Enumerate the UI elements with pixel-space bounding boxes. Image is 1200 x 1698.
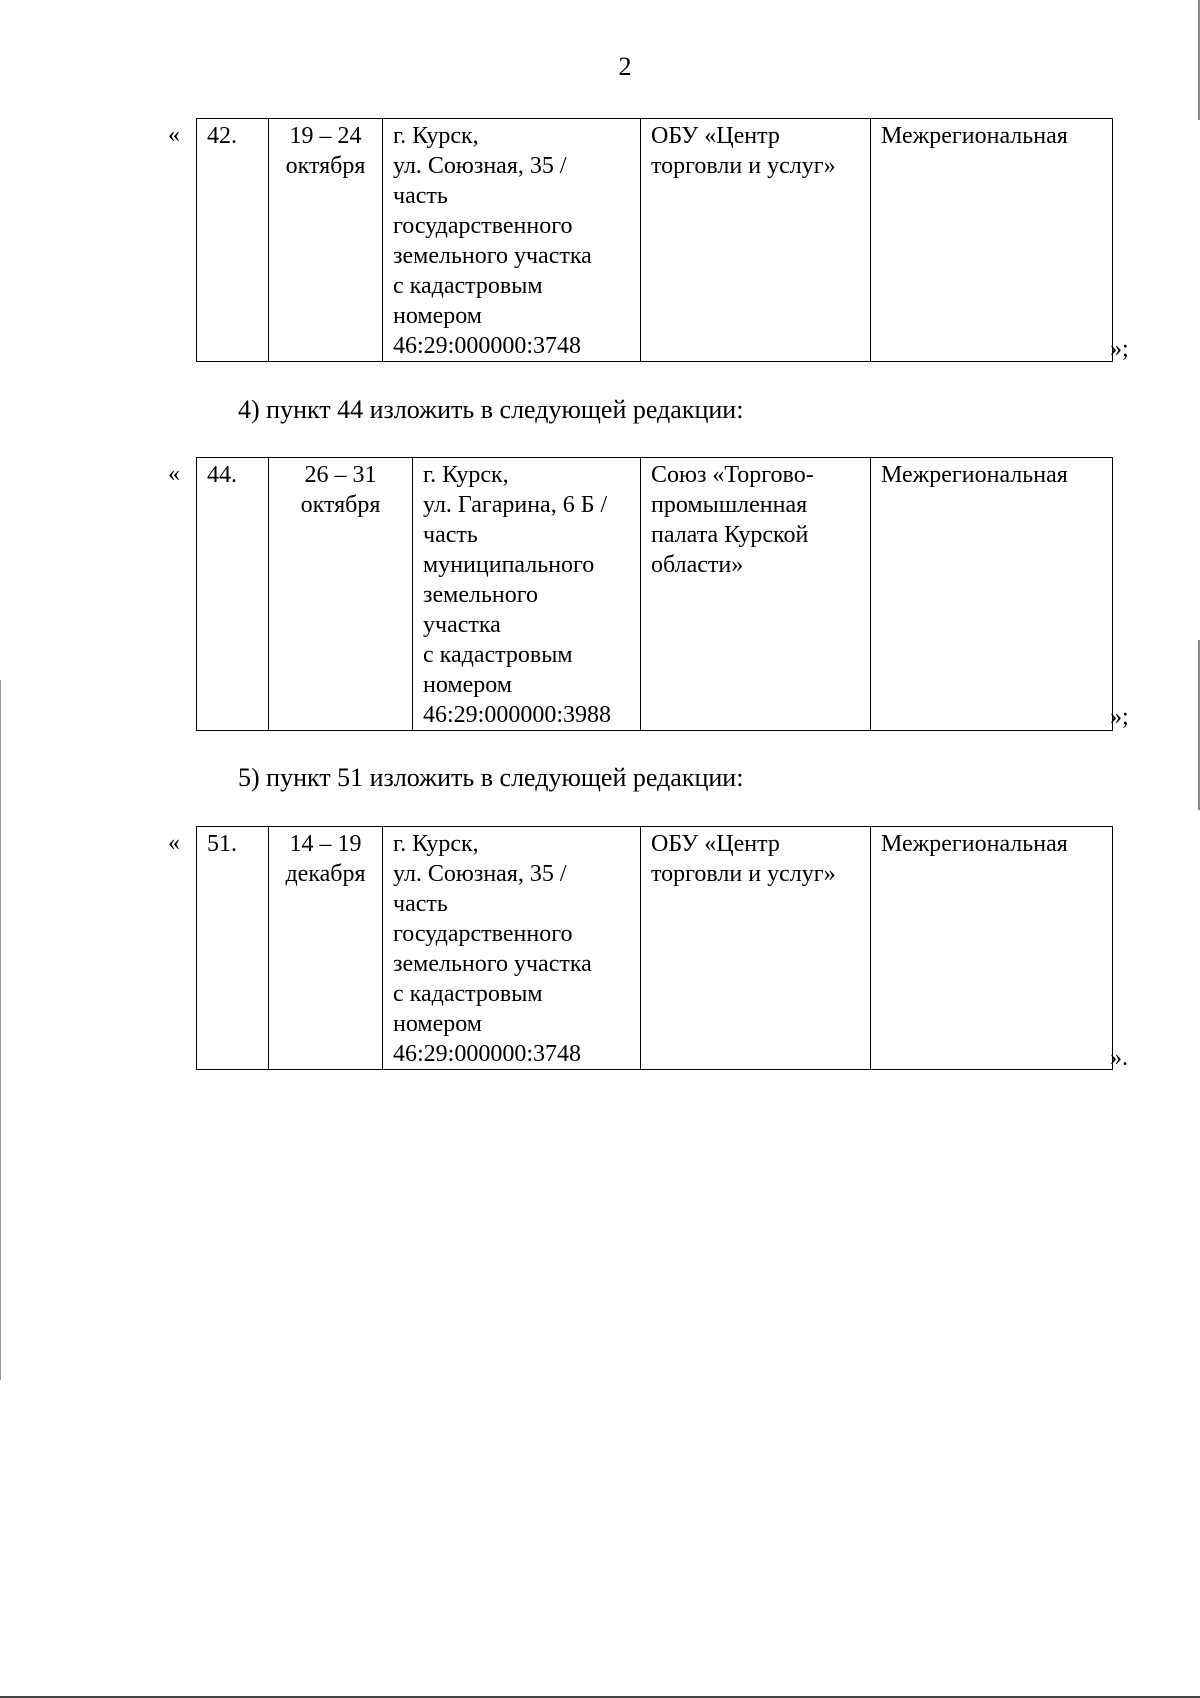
item-organizer: Союз «Торгово- промышленная палата Курской области» bbox=[641, 458, 871, 731]
item-organizer: ОБУ «Центр торговли и услуг» bbox=[641, 119, 871, 362]
item-dates: 14 – 19 декабря bbox=[269, 827, 383, 1070]
item-location: г. Курск, ул. Гагарина, 6 Б / часть муниципального земельного участка с кадастровым номером 46:29:000000:3988 bbox=[413, 458, 641, 731]
instruction-text: 5) пункт 51 изложить в следующей редакции: bbox=[238, 763, 744, 792]
table-row bbox=[197, 458, 1113, 731]
amendment-table-51 bbox=[196, 826, 1113, 1070]
page-number: 2 bbox=[618, 52, 632, 81]
opening-quote: « bbox=[168, 122, 180, 148]
closing-quote: »; bbox=[1110, 336, 1129, 362]
item-number: 44. bbox=[197, 458, 269, 731]
item-dates: 19 – 24 октября bbox=[269, 119, 383, 362]
item-organizer: ОБУ «Центр торговли и услуг» bbox=[641, 827, 871, 1070]
table-row bbox=[197, 119, 1113, 362]
item-dates: 26 – 31 октября bbox=[269, 458, 413, 731]
item-location: г. Курск, ул. Союзная, 35 / часть государственного земельного участка с кадастровым номером 46:29:000000:3748 bbox=[383, 827, 641, 1070]
item-fair-type: Межрегиональная bbox=[871, 458, 1113, 731]
item-number: 51. bbox=[197, 827, 269, 1070]
amendment-table-44 bbox=[196, 457, 1113, 731]
opening-quote: « bbox=[168, 461, 180, 487]
scan-edge-line bbox=[0, 680, 1, 1380]
amendment-table-42 bbox=[196, 118, 1113, 362]
closing-quote: »; bbox=[1110, 704, 1129, 730]
item-fair-type: Межрегиональная bbox=[871, 119, 1113, 362]
item-location: г. Курск, ул. Союзная, 35 / часть государственного земельного участка с кадастровым номером 46:29:000000:3748 bbox=[383, 119, 641, 362]
instruction-text: 4) пункт 44 изложить в следующей редакции: bbox=[238, 395, 744, 424]
item-number: 42. bbox=[197, 119, 269, 362]
opening-quote: « bbox=[168, 830, 180, 856]
item-fair-type: Межрегиональная bbox=[871, 827, 1113, 1070]
closing-quote: ». bbox=[1110, 1045, 1128, 1071]
table-row bbox=[197, 827, 1113, 1070]
